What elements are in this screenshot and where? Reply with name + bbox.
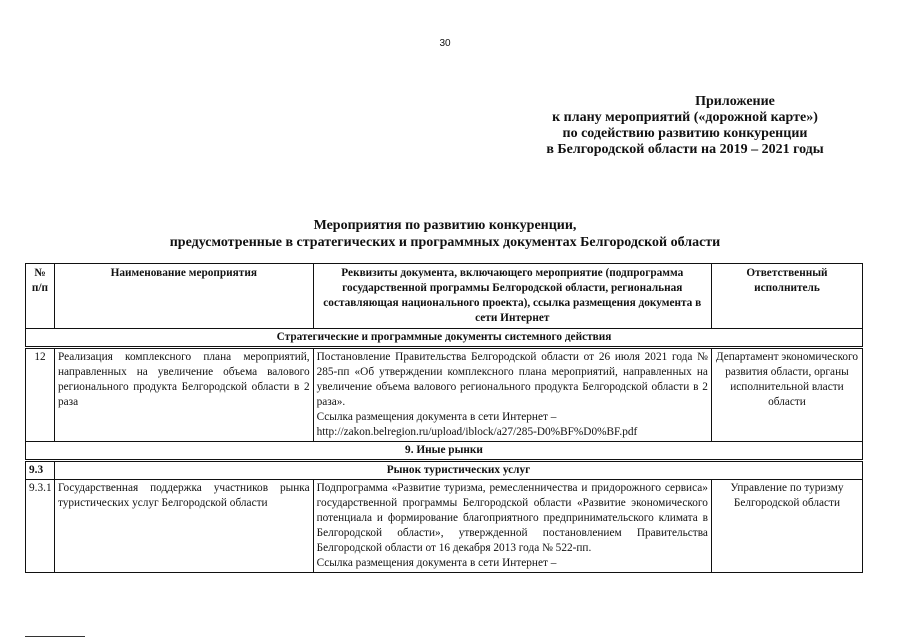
row-name: Государственная поддержка участников рынка туристических услуг Белгородской области bbox=[54, 480, 313, 573]
row-doc bbox=[313, 348, 711, 442]
table-row bbox=[26, 348, 863, 442]
row-name: Рынок туристических услуг bbox=[54, 461, 862, 480]
appendix-line: к плану мероприятий («дорожной карте») bbox=[552, 110, 818, 125]
title-line: Мероприятия по развитию конкуренции, bbox=[313, 218, 577, 233]
table-row bbox=[26, 461, 863, 480]
measures-table bbox=[25, 263, 863, 573]
table-header-row bbox=[26, 264, 863, 329]
row-exec: Управление по туризму Белгородской области bbox=[711, 480, 862, 573]
header-exec: Ответственный исполнитель bbox=[711, 264, 862, 329]
header-num: № п/п bbox=[26, 264, 55, 329]
row-doc-link[interactable]: http://zakon.belregion.ru/upload/iblock/a27/285-D0%BF%D0%BF.pdf bbox=[316, 426, 638, 438]
document-title bbox=[100, 217, 790, 251]
header-name: Наименование мероприятия bbox=[54, 264, 313, 329]
appendix-line: Приложение bbox=[695, 94, 775, 109]
row-doc-text: Подпрограмма «Развитие туризма, ремесленничества и придорожного сервиса» государственной программы Белгородской области «Развитие экономического потенциала и формирование благоприятного предпринимательского климата в Белгородской области», утвержденной постановлением Правительства Белгородской области от 16 декабря 2013 года № 522-пп. bbox=[316, 482, 708, 554]
row-num: 9.3.1 bbox=[26, 480, 55, 573]
row-num: 12 bbox=[26, 348, 55, 442]
row-doc-link-label: Ссылка размещения документа в сети Интернет – bbox=[316, 411, 557, 423]
row-doc bbox=[313, 480, 711, 573]
appendix-line: в Белгородской области на 2019 – 2021 годы bbox=[546, 142, 824, 157]
appendix-line: по содействию развитию конкуренции bbox=[562, 126, 808, 141]
page-number: 30 bbox=[439, 38, 451, 49]
row-num: 9.3 bbox=[26, 461, 55, 480]
section-title: 9. Иные рынки bbox=[26, 442, 863, 461]
header-doc: Реквизиты документа, включающего мероприятие (подпрограмма государственной программы Белгородской области, региональная составляющая национального проекта), ссылка размещения документа в сети Интернет bbox=[313, 264, 711, 329]
section-title: Стратегические и программные документы системного действия bbox=[26, 329, 863, 348]
title-line: предусмотренные в стратегических и программных документах Белгородской области bbox=[169, 235, 721, 250]
appendix-heading bbox=[500, 94, 870, 158]
footnote-divider bbox=[25, 636, 85, 637]
row-doc-link-label: Ссылка размещения документа в сети Интернет – bbox=[316, 557, 557, 569]
section-row bbox=[26, 329, 863, 348]
row-doc-text: Постановление Правительства Белгородской области от 26 июля 2021 года № 285-пп «Об утверждении комплексного плана мероприятий, направленных на увеличение объема валового регионального продукта Белгородской области в 2 раза». bbox=[316, 351, 708, 408]
row-exec: Департамент экономического развития области, органы исполнительной власти области bbox=[711, 348, 862, 442]
table-row bbox=[26, 480, 863, 573]
section-row bbox=[26, 442, 863, 461]
row-name: Реализация комплексного плана мероприятий, направленных на увеличение объема валового регионального продукта Белгородской области в 2 раза bbox=[54, 348, 313, 442]
